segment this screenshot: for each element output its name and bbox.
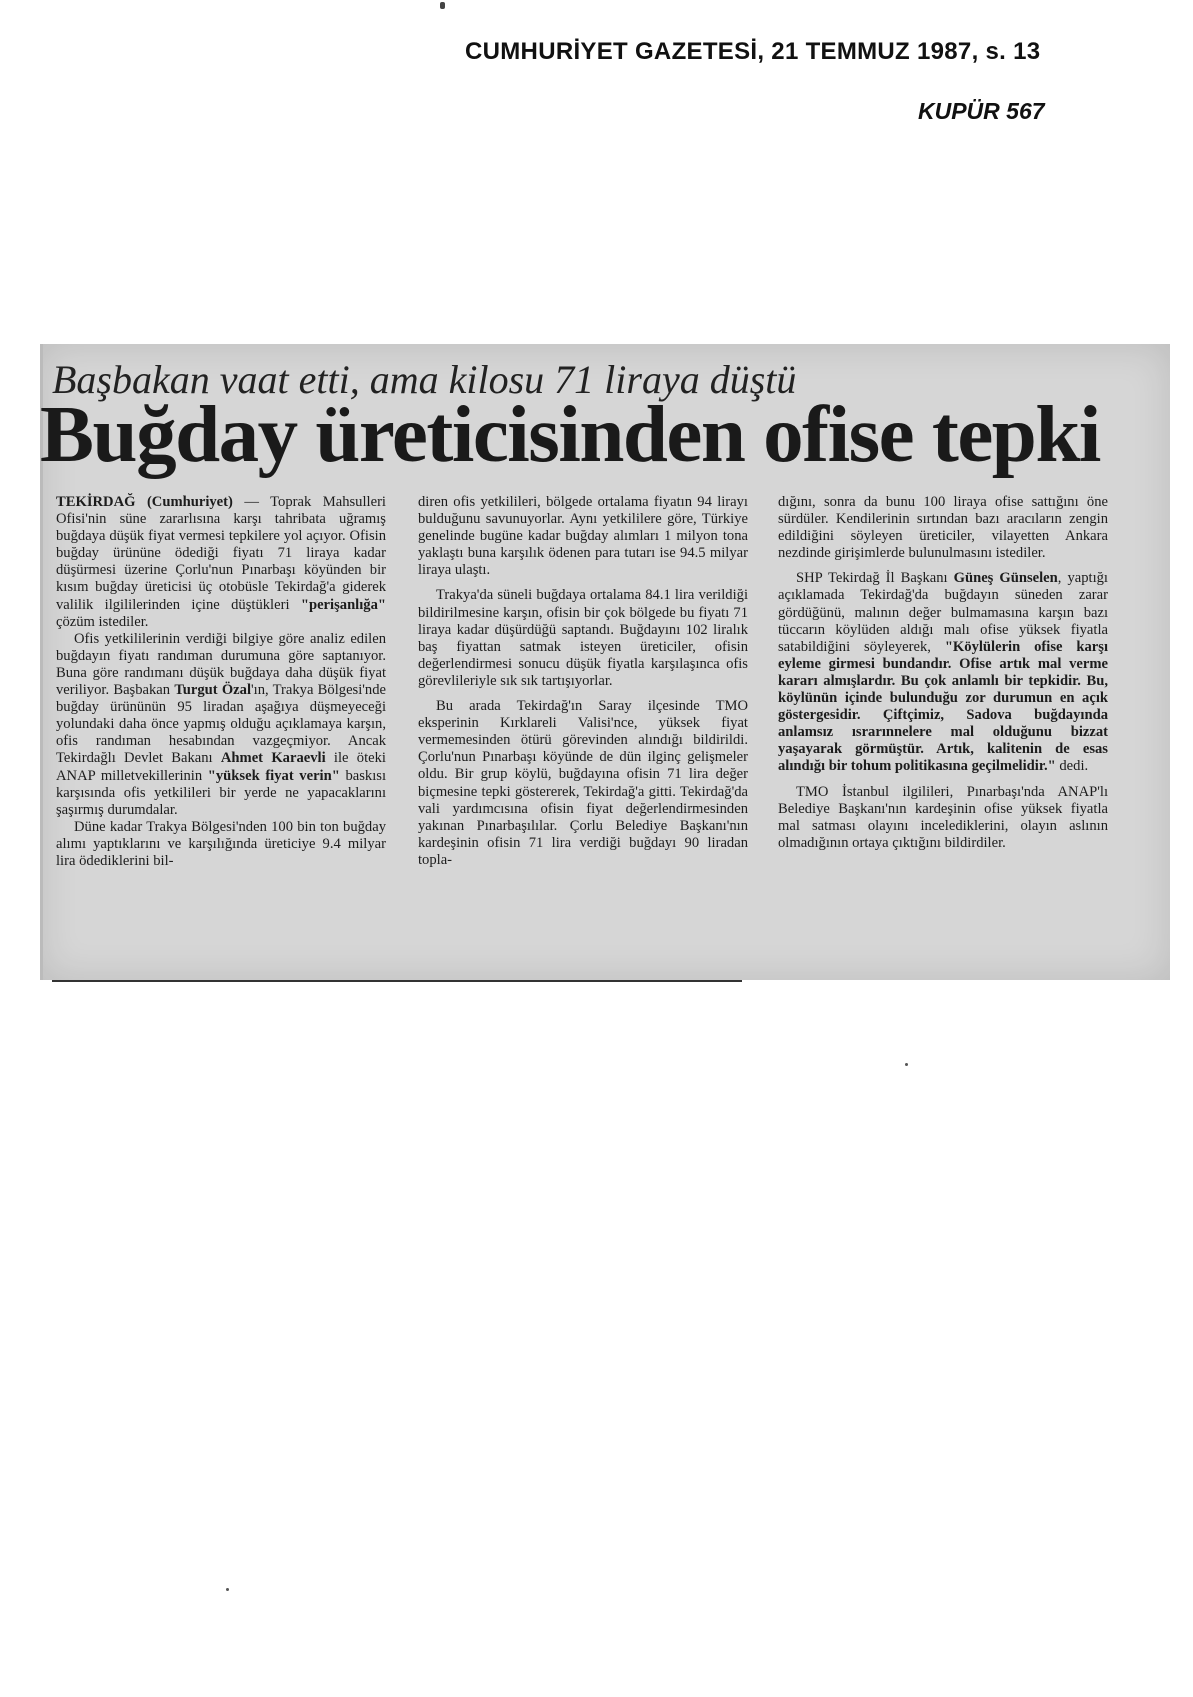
person-name: Ahmet Karaevli — [220, 750, 326, 767]
scan-mark — [440, 2, 445, 9]
paragraph — [56, 494, 386, 631]
article-column-1 — [56, 494, 386, 870]
text-run: SHP Tekirdağ İl Başkanı — [796, 570, 954, 587]
article-column-2 — [418, 494, 748, 869]
dateline: TEKİRDAĞ (Cumhuriyet) — [56, 494, 233, 510]
text-run: 'ın, Trakya Bölgesi'nde buğday ürününün 95 liradan aşağıya düşmeyeceği yolundaki daha önce yapmış olduğu açıklamaya karşın, ofis randıman hesabından vazgeçmiyor. Ancak Tekirdağlı Devlet Bakanı — [56, 682, 386, 767]
paragraph — [778, 570, 1108, 775]
paragraph: TMO İstanbul ilgilileri, Pınarbaşı'nda ANAP'lı Belediye Başkanı'nın kardeşinin ofise yüksek fiyatla mal satması olayını incelediklerini, olayın aslının olmadığının ortaya çıktığını bildirdiler. — [778, 783, 1108, 851]
scan-speck — [905, 1063, 908, 1066]
person-name: Güneş Günselen — [953, 570, 1058, 587]
quote: "perişanlığa" — [300, 596, 386, 613]
paragraph: Düne kadar Trakya Bölgesi'nden 100 bin ton buğday alımı yaptıklarını ve karşılığında üreticiye 9.4 milyar lira ödediklerini bil- — [56, 818, 386, 869]
person-name: Turgut Özal — [174, 682, 252, 699]
source-citation: CUMHURİYET GAZETESİ, 21 TEMMUZ 1987, s. 13 — [465, 38, 1041, 65]
paragraph — [56, 631, 386, 819]
text-run: çözüm istediler. — [56, 613, 149, 630]
paragraph: Trakya'da süneli buğdaya ortalama 84.1 lira verildiği bildirilmesine karşın, ofisin bir çok bölgede bu fiyatı 71 liraya kadar düşürdüğü saptandı. Buğdayını 102 liralık baş fiyattan satmak isteyen üreticiler, ofisin değerlendirmesi sonucu düşük fiyatla karşılaşınca ofis görevlileriyle sık sık tartışıyorlar. — [418, 587, 748, 689]
article-headline: Buğday üreticisinden ofise tepki — [40, 389, 1100, 479]
text-run: — Toprak Mahsulleri Ofisi'nin süne zararlısına karşı tahribata uğramış buğdaya düşük fiyat vermesi tepkilere yol açıyor. Ofisin buğday ürününe ödediği fiyatı 71 liraya kadar düşürmesi üzerine Çorlu'nun Pınarbaşı köyünden bir kısım buğday üreticisi üç otobüsle Tekirdağ'a giderek valilik ilgililerinden içine düştükleri — [56, 494, 386, 613]
scan-speck — [226, 1588, 229, 1591]
text-run: baskısı karşısında ofis yetkilileri bir yerde ne yapacaklarını şaşırmış durumdalar. — [56, 767, 387, 818]
quote: "Köylülerin ofise karşı eyleme girmesi bundandır. Ofise artık mal verme kararı almışlardır. Bu çok anlamlı bir tepkidir. Bu, köylünün içinde bulunduğu zor durumun en açık göstergesidir. Çiftçimiz, Sadova buğdayında anlamsız ısrarınnelere mal olduğunu bizzat yaşayarak görmüştür. Artık, kalitenin de esas alındığı bir tohum politikasına geçilmelidir." — [778, 638, 1108, 775]
text-run: ile öteki ANAP milletvekillerinin — [56, 750, 386, 784]
text-run: Ofis yetkililerinin verdiği bilgiye göre analiz edilen buğdayın fiyatı randıman durumuna göre saptanıyor. Buna göre randımanı düşük buğdaya daha düşük fiyat veriliyor. Başbakan — [56, 630, 386, 699]
paragraph: dığını, sonra da bunu 100 liraya ofise sattığını öne sürdüler. Kendilerinin sırtından bazı aracıların zengin edildiğini söyleyen üreticiler, vilayetten Ankara nezdinde girişimlerde bulunulmasını istediler. — [778, 494, 1108, 562]
bottom-rule — [52, 980, 742, 982]
text-run: , yaptığı açıklamada Tekirdağ'da buğdayın süneden zarar gördüğünü, malının değer bulmamasına karşın bazı tüccarın köylüden aldığı malı ofise yüksek fiyatla satabildiğini söyleyerek, — [778, 570, 1108, 655]
article-column-3 — [778, 494, 1108, 852]
article-kicker: Başbakan vaat etti, ama kilosu 71 liraya düştü — [52, 357, 797, 402]
quote: "yüksek fiyat verin" — [207, 767, 340, 784]
paragraph: diren ofis yetkilileri, bölgede ortalama fiyatın 94 lirayı bulduğunu savunuyorlar. Aynı yetkililere göre, Türkiye genelinde bugüne kadar buğday alımları 1 milyon tona yaklaştı buna karşılık ödenen para tutarı ise 94.5 milyar liraya ulaştı. — [418, 494, 748, 579]
text-run: dedi. — [1055, 758, 1089, 775]
paragraph: Bu arada Tekirdağ'ın Saray ilçesinde TMO eksperinin Kırklareli Valisi'nce, yüksek fiyat vermemesinden ötürü görevinden alındığı bildirildi. Çorlu'nun Pınarbaşı köyünde de dün ilginç gelişmeler oldu. Bir grup köylü, buğdayına ofisin 71 lira değer biçmesine tepki göstererek, Tekirdağ'a gitti. Tekirdağ'da vali yardımcısına ofisin fiyat değerlendirmesinden yakınan Pınarbaşılılar. Çorlu Belediye Başkanı'nın kardeşinin ofisin 71 lira verdiği buğdayı 90 liradan topla- — [418, 698, 748, 868]
clipping-number: KUPÜR 567 — [918, 98, 1045, 124]
